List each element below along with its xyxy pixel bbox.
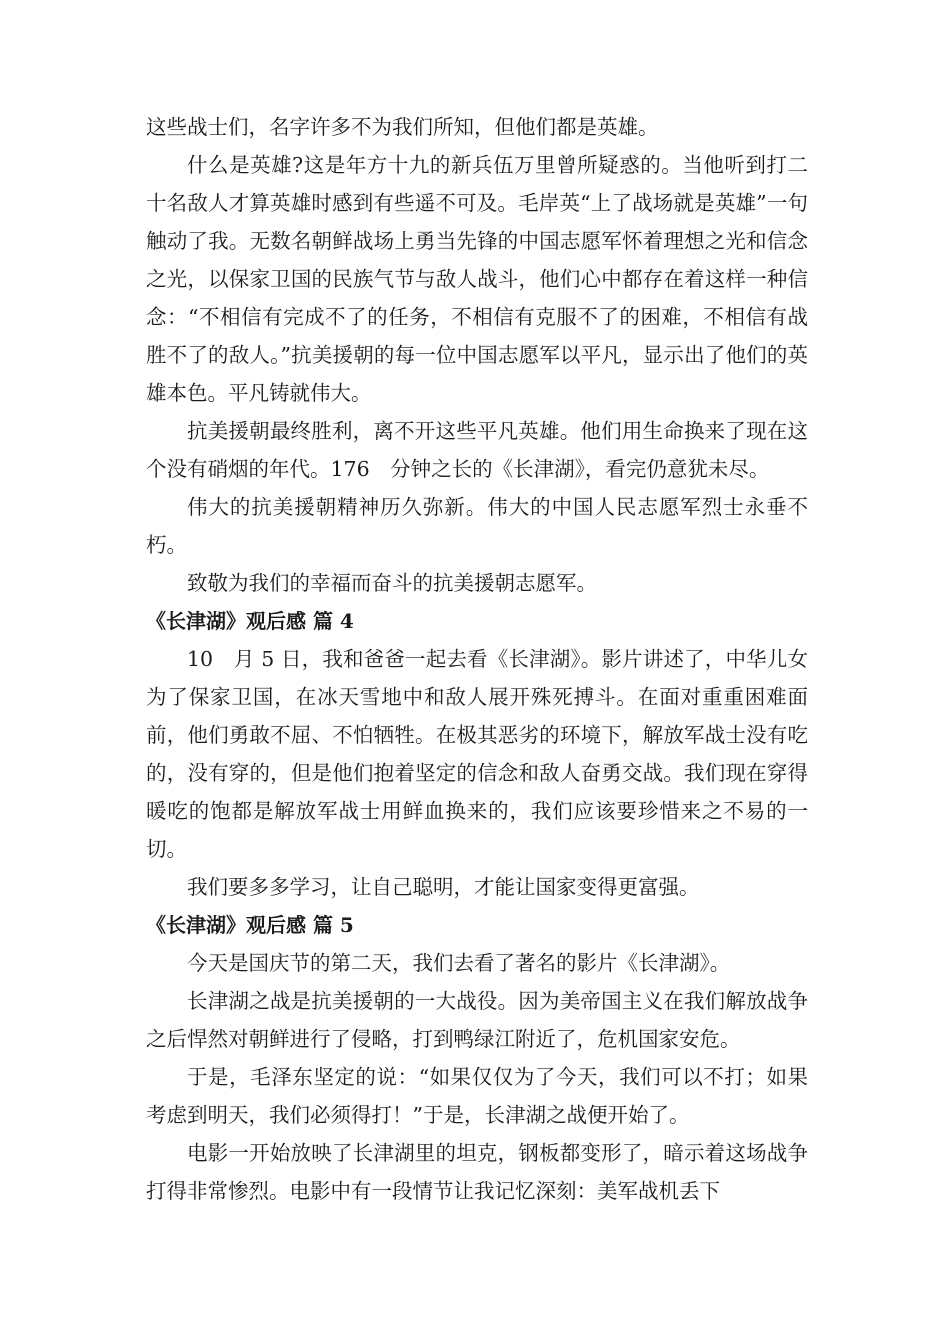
paragraph-6: 10 月 5 日，我和爸爸一起去看《长津湖》。影片讲述了，中华儿女为了保家卫国，在冰天雪地中和敌人展开殊死搏斗。在面对重重困难面前，他们勇敢不屈、不怕牺牲。在极其恶劣的环境下，解放军战士没有吃的，没有穿的，但是他们抱着坚定的信念和敌人奋勇交战。我们现在穿得暖吃的饱都是解放军战士用鲜血换来的，我们应该要珍惜来之不易的一切。 xyxy=(146,647,808,861)
paragraph-8: 今天是国庆节的第二天，我们去看了著名的影片《长津湖》。 xyxy=(187,951,731,975)
paragraph-10: 于是，毛泽东坚定的说：“如果仅仅为了今天，我们可以不打；如果考虑到明天，我们必须得打！”于是，长津湖之战便开始了。 xyxy=(146,1065,808,1127)
paragraph-5: 致敬为我们的幸福而奋斗的抗美援朝志愿军。 xyxy=(187,571,597,595)
paragraph-9: 长津湖之战是抗美援朝的一大战役。因为美帝国主义在我们解放战争之后悍然对朝鲜进行了侵略，打到鸭绿江附近了，危机国家安危。 xyxy=(146,989,808,1051)
paragraph-7: 我们要多多学习，让自己聪明，才能让国家变得更富强。 xyxy=(187,875,700,899)
document-page xyxy=(146,108,808,1210)
paragraph-2: 什么是英雄?这是年方十九的新兵伍万里曾所疑惑的。当他听到打二十名敌人才算英雄时感到有些遥不可及。毛岸英“上了战场就是英雄”一句触动了我。无数名朝鲜战场上勇当先锋的中国志愿军怀着理想之光和信念之光，以保家卫国的民族气节与敌人战斗，他们心中都存在着这样一种信念：“不相信有完成不了的任务，不相信有克服不了的困难，不相信有战胜不了的敌人。”抗美援朝的每一位中国志愿军以平凡，显示出了他们的英雄本色。平凡铸就伟大。 xyxy=(146,153,808,405)
paragraph-4: 伟大的抗美援朝精神历久弥新。伟大的中国人民志愿军烈士永垂不朽。 xyxy=(146,495,808,557)
section-heading-5: 《长津湖》观后感 篇 5 xyxy=(146,913,354,937)
paragraph-11: 电影一开始放映了长津湖里的坦克，钢板都变形了，暗示着这场战争打得非常惨烈。电影中有一段情节让我记忆深刻：美军战机丢下 xyxy=(146,1141,808,1203)
section-heading-4: 《长津湖》观后感 篇 4 xyxy=(146,609,354,633)
paragraph-1: 这些战士们，名字许多不为我们所知，但他们都是英雄。 xyxy=(146,115,659,139)
paragraph-3: 抗美援朝最终胜利，离不开这些平凡英雄。他们用生命换来了现在这个没有硝烟的年代。176 分钟之长的《长津湖》，看完仍意犹未尽。 xyxy=(146,419,808,481)
